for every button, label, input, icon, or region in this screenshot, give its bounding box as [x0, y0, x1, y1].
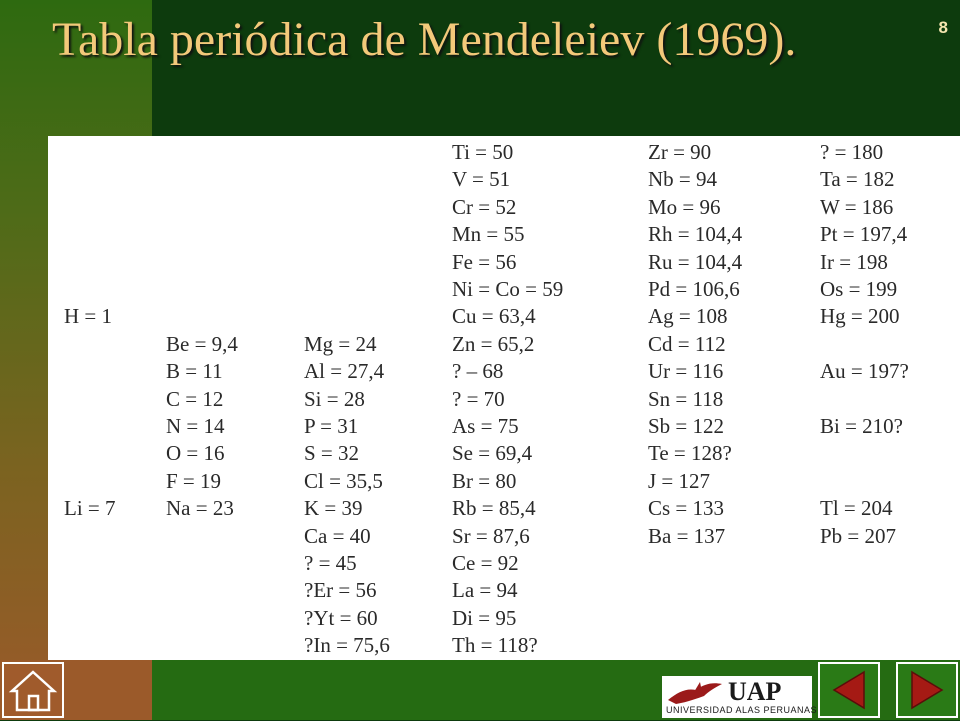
- slide-number: 8: [938, 18, 948, 37]
- table-cell: N = 14: [166, 414, 225, 438]
- table-cell: Fe = 56: [452, 249, 517, 274]
- table-cell: Si = 28: [304, 386, 365, 411]
- table-cell: Mo = 96: [648, 194, 721, 219]
- table-cell: Cd = 112: [648, 331, 726, 356]
- table-cell: C = 12: [166, 386, 224, 411]
- table-cell: Rb = 85,4: [452, 496, 536, 521]
- table-cell: S = 32: [304, 441, 360, 466]
- table-cell: ? = 70: [452, 386, 505, 411]
- table-cell: Pd = 106,6: [648, 277, 740, 301]
- table-cell: Ur = 116: [648, 359, 724, 384]
- table-cell: Bi = 210?: [820, 414, 904, 438]
- table-cell: Sr = 87,6: [452, 523, 530, 548]
- table-cell: La = 94: [452, 578, 518, 603]
- table-cell: Ta = 182: [820, 167, 895, 192]
- previous-slide-button[interactable]: [818, 662, 880, 718]
- table-cell: J = 127: [648, 468, 711, 493]
- uap-logo: [662, 676, 818, 718]
- table-cell: Sb = 122: [648, 414, 725, 438]
- table-cell: ? = 45: [304, 551, 357, 575]
- table-cell: Rh = 104,4: [648, 222, 743, 247]
- table-cell: Au = 197?: [820, 359, 909, 384]
- table-cell: H = 1: [64, 304, 113, 329]
- table-cell: Ba = 137: [648, 523, 726, 548]
- table-cell: W = 186: [820, 194, 894, 219]
- logo-subtitle: UNIVERSIDAD ALAS PERUANAS: [666, 705, 818, 715]
- table-cell: Be = 9,4: [166, 331, 238, 356]
- next-slide-button[interactable]: [896, 662, 958, 718]
- table-cell: Os = 199: [820, 277, 898, 301]
- periodic-table-image: [48, 136, 960, 660]
- table-cell: Te = 128?: [648, 441, 732, 466]
- table-cell: Ru = 104,4: [648, 249, 743, 274]
- table-cell: Di = 95: [452, 605, 517, 630]
- table-cell: Zr = 90: [648, 140, 712, 164]
- triangle-right-icon: [898, 664, 956, 716]
- table-cell: Cr = 52: [452, 194, 517, 219]
- table-cell: Cl = 35,5: [304, 468, 383, 493]
- table-cell: V = 51: [452, 167, 511, 192]
- table-cell: Ni = Co = 59: [452, 277, 564, 301]
- slide-title: Tabla periódica de Mendeleiev (1969).: [52, 13, 797, 66]
- table-cell: Tl = 204: [820, 496, 893, 521]
- table-cell: Se = 69,4: [452, 441, 533, 466]
- table-cell: Li = 7: [64, 496, 116, 521]
- table-cell: Nb = 94: [648, 167, 718, 192]
- table-cell: Pt = 197,4: [820, 222, 908, 247]
- table-cell: Al = 27,4: [304, 359, 385, 384]
- table-cell: Pb = 207: [820, 523, 897, 548]
- table-cell: P = 31: [304, 414, 359, 438]
- table-cell: ?Yt = 60: [304, 605, 378, 630]
- table-cell: Th = 118?: [452, 633, 538, 658]
- table-cell: O = 16: [166, 441, 225, 466]
- table-cell: Ce = 92: [452, 551, 519, 575]
- table-cell: Ag = 108: [648, 304, 728, 329]
- table-cell: Zn = 65,2: [452, 331, 535, 356]
- home-button[interactable]: [2, 662, 64, 718]
- home-icon: [4, 664, 62, 716]
- table-cell: Ir = 198: [820, 249, 888, 274]
- table-cell: Ti = 50: [452, 140, 514, 164]
- table-cell: Mn = 55: [452, 222, 525, 247]
- table-cell: ? = 180: [820, 140, 884, 164]
- table-cell: Hg = 200: [820, 304, 900, 329]
- table-cell: Sn = 118: [648, 386, 724, 411]
- table-cell: B = 11: [166, 359, 223, 384]
- table-cell: Na = 23: [166, 496, 234, 521]
- table-cell: Br = 80: [452, 468, 517, 493]
- logo-text: UAP: [728, 677, 782, 706]
- table-cell: As = 75: [452, 414, 519, 438]
- table-cell: Cu = 63,4: [452, 304, 536, 329]
- bird-logo-icon: [664, 678, 726, 708]
- table-cell: Ca = 40: [304, 523, 371, 548]
- table-cell: Mg = 24: [304, 331, 377, 356]
- table-cell: Cs = 133: [648, 496, 725, 521]
- triangle-left-icon: [820, 664, 878, 716]
- table-cell: ? – 68: [452, 359, 504, 384]
- table-cell: K = 39: [304, 496, 363, 521]
- table-cell: ?Er = 56: [304, 578, 377, 603]
- table-cell: F = 19: [166, 468, 222, 493]
- table-cell: ?In = 75,6: [304, 633, 390, 658]
